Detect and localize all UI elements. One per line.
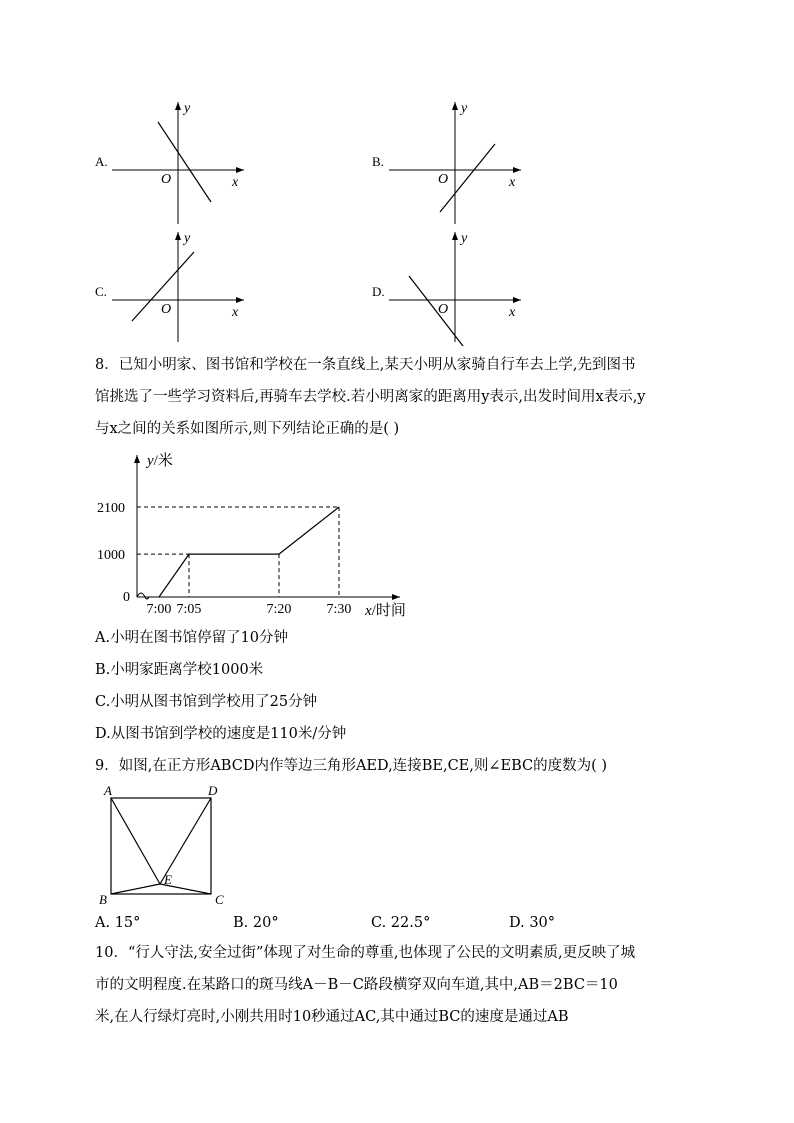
vertex-a: A: [104, 783, 112, 798]
q8-option-c: C.小明从图书馆到学校用了25分钟: [95, 694, 318, 710]
graph-b: [385, 98, 525, 228]
q8-stem-line-1: 8．已知小明家、图书馆和学校在一条直线上,某天小明从家骑自行车去上学,先到图书: [95, 357, 636, 373]
graph-b-line: [440, 144, 495, 212]
graph-a: [108, 98, 248, 228]
y-axis-arrow: [134, 455, 140, 463]
q9-square-figure: [95, 780, 235, 910]
y-axis-title: y/米: [147, 453, 173, 469]
segment-be: [111, 884, 160, 894]
vertex-b: B: [99, 892, 107, 907]
q8-option-b: B.小明家距离学校1000米: [95, 662, 264, 678]
svg-text:x: x: [232, 305, 239, 320]
svg-text:O: O: [438, 172, 449, 187]
graph-d: [385, 228, 525, 358]
y-axis-label: y: [184, 101, 191, 116]
x-tick-label: 7:30: [326, 602, 352, 617]
vertex-c: C: [215, 892, 224, 907]
square-abcd: [111, 798, 211, 894]
vertex-d: D: [208, 783, 218, 798]
option-d-label: D.: [372, 284, 385, 299]
graph-a-line: [158, 122, 211, 202]
y-tick-1000: 1000: [97, 548, 125, 564]
q7-option-graphs: [0, 0, 794, 345]
axis-break: [137, 593, 149, 599]
option-b-label: B.: [372, 154, 384, 169]
x-axis-label: x: [232, 175, 239, 190]
q9-option-b: B. 20°: [233, 915, 279, 931]
y-tick-0: 0: [123, 590, 130, 605]
q8-stem-line-3: 与x之间的关系如图所示,则下列结论正确的是( ): [95, 421, 400, 437]
svg-text:x: x: [509, 305, 516, 320]
q9-option-d: D. 30°: [509, 915, 556, 931]
x-axis-title: x/时间: [365, 603, 406, 619]
q9-option-a: A. 15°: [95, 915, 141, 931]
x-tick-label: 7:20: [266, 602, 292, 617]
svg-text:y: y: [184, 231, 191, 246]
q8-distance-time-chart: [95, 445, 435, 625]
svg-text:O: O: [438, 302, 449, 317]
svg-text:y: y: [461, 101, 468, 116]
origin-label: O: [161, 172, 172, 187]
q8-stem-line-2: 馆挑选了一些学习资料后,再骑车去学校.若小明离家的距离用y表示,出发时间用x表示,y: [95, 389, 646, 405]
q10-stem-line-3: 米,在人行绿灯亮时,小刚共用时10秒通过AC,其中通过BC的速度是通过AB: [95, 1009, 569, 1025]
option-c-label: C.: [95, 284, 107, 299]
svg-text:x: x: [509, 175, 516, 190]
svg-text:y: y: [461, 231, 468, 246]
q9-option-c: C. 22.5°: [371, 915, 431, 931]
segment-ae: [111, 798, 160, 884]
x-tick-label: 7:05: [176, 602, 202, 617]
graph-c: [108, 228, 248, 358]
q10-stem-line-2: 市的文明程度.在某路口的斑马线A－B－C路段横穿双向车道,其中,AB＝2BC＝10: [95, 977, 618, 993]
x-tick-label: 7:00: [146, 602, 172, 617]
y-tick-2100: 2100: [97, 501, 125, 516]
q8-option-a: A.小明在图书馆停留了10分钟: [95, 630, 289, 646]
q9-stem: 9．如图,在正方形ABCD内作等边三角形AED,连接BE,CE,则∠EBC的度数为( ): [95, 758, 608, 774]
option-a-label: A.: [95, 154, 108, 169]
svg-text:O: O: [161, 302, 172, 317]
q8-option-d: D.从图书馆到学校的速度是110米/分钟: [95, 726, 347, 742]
vertex-e: E: [164, 872, 172, 887]
x-axis-arrow: [392, 594, 400, 600]
q10-stem-line-1: 10．“行人守法,安全过街”体现了对生命的尊重,也体现了公民的文明素质,更反映了城: [95, 945, 636, 961]
series-line-y: [159, 507, 339, 597]
